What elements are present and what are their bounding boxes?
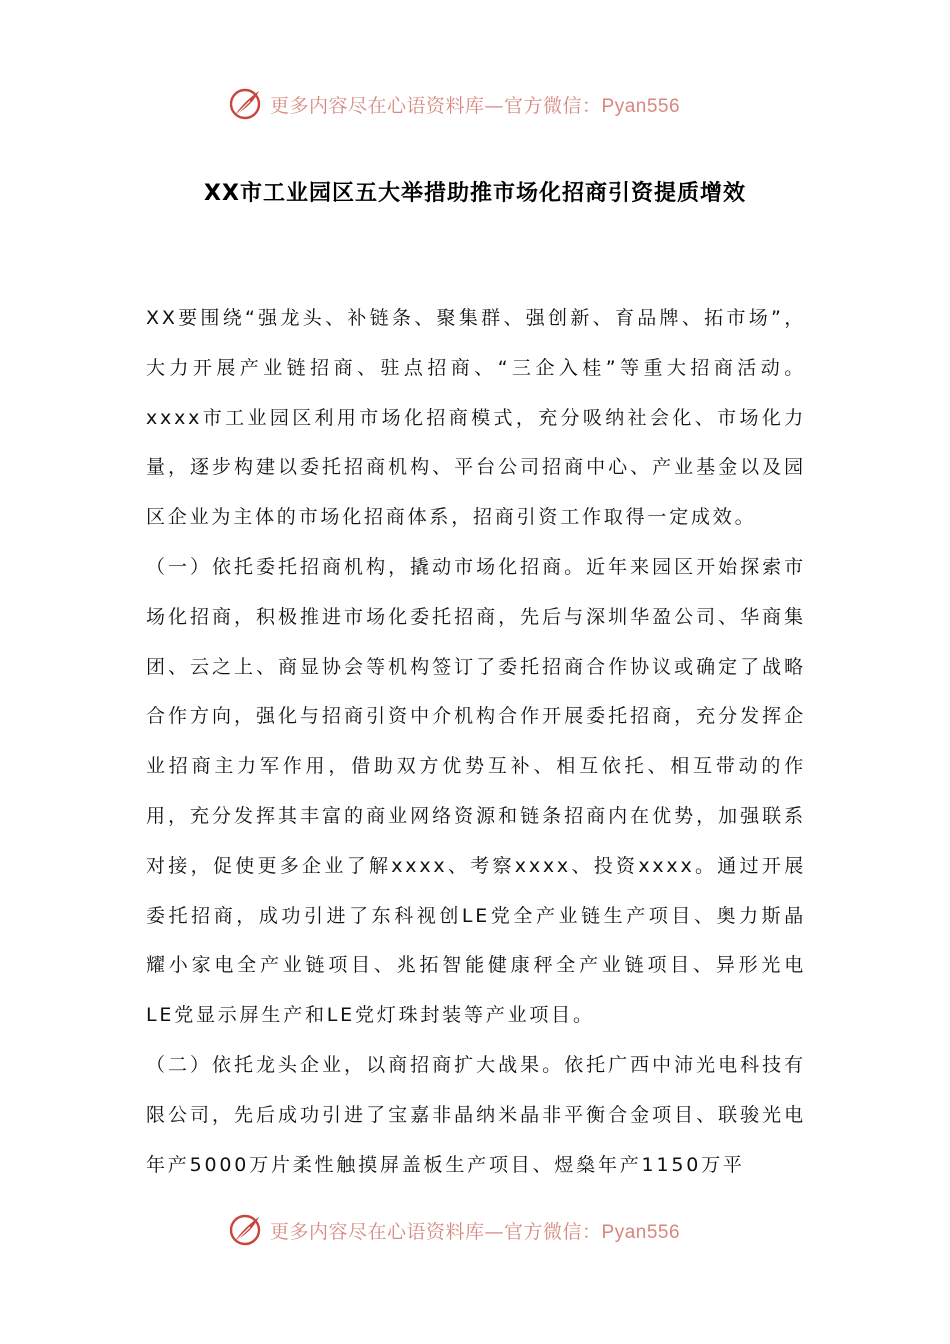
document-title: XX市工业园区五大举措助推市场化招商引资提质增效 <box>204 181 746 206</box>
watermark-header <box>228 84 728 124</box>
quill-logo-icon <box>228 1212 264 1248</box>
document-body <box>146 294 806 1190</box>
paragraph-section-1: （一）依托委托招商机构，撬动市场化招商。近年来园区开始探索市场化招商，积极推进市场化委托招商，先后与深圳华盈公司、华商集团、云之上、商显协会等机构签订了委托招商合作协议或确定了战略合作方向，强化与招商引资中介机构合作开展委托招商，充分发挥企业招商主力军作用，借助双方优势互补、相互依托、相互带动的作用，充分发挥其丰富的商业网络资源和链条招商内在优势，加强联系对接，促使更多企业了解xxxx、考察xxxx、投资xxxx。通过开展委托招商，成功引进了东科视创LE党全产业链生产项目、奥力斯晶耀小家电全产业链项目、兆拓智能健康秤全产业链项目、异形光电LE党显示屏生产和LE党灯珠封装等产业项目。 <box>146 555 806 1027</box>
paragraph-section-2: （二）依托龙头企业，以商招商扩大战果。依托广西中沛光电科技有限公司，先后成功引进了宝嘉非晶纳米晶非平衡合金项目、联骏光电年产5000万片柔性触摸屏盖板生产项目、煜燊年产1150万平 <box>146 1053 806 1176</box>
paragraph-intro: XX要围绕“强龙头、补链条、聚集群、强创新、育品牌、拓市场”，大力开展产业链招商、驻点招商、“三企入桂”等重大招商活动。xxxx市工业园区利用市场化招商模式，充分吸纳社会化、市场化力量，逐步构建以委托招商机构、平台公司招商中心、产业基金以及园区企业为主体的市场化招商体系，招商引资工作取得一定成效。 <box>146 307 806 529</box>
watermark-text: 更多内容尽在心语资料库—官方微信：Pyan556 <box>270 1220 681 1243</box>
wechat-id: Pyan556 <box>601 95 681 117</box>
watermark-footer <box>228 1210 728 1250</box>
wechat-id: Pyan556 <box>601 1221 681 1243</box>
watermark-text: 更多内容尽在心语资料库—官方微信：Pyan556 <box>270 94 681 117</box>
quill-logo-icon <box>228 86 264 122</box>
